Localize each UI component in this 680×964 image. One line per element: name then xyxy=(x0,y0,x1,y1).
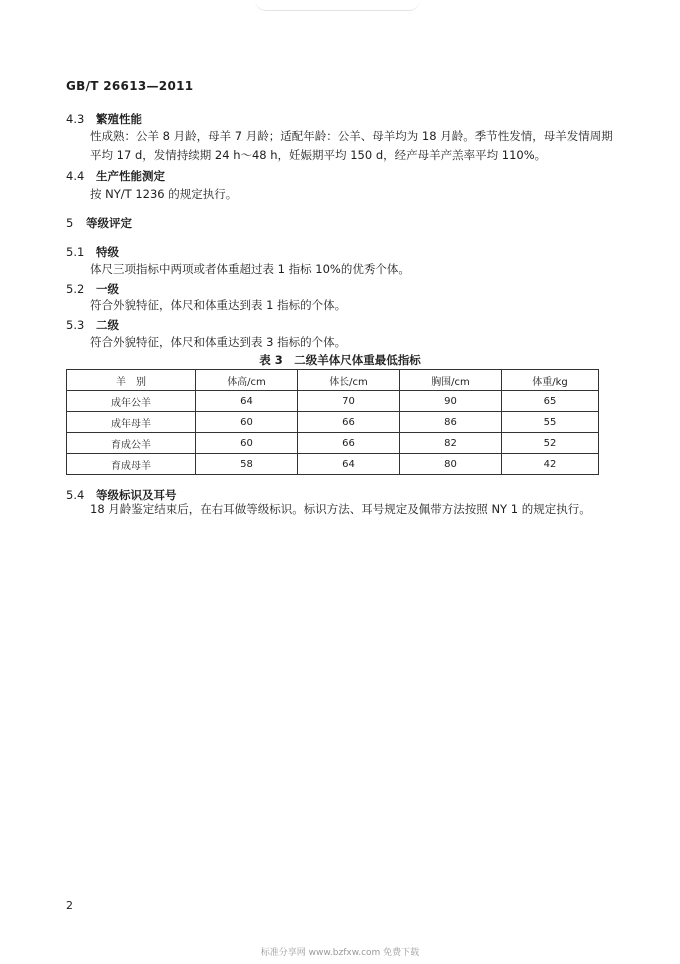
column-header: 体长/cm xyxy=(298,370,400,391)
section-heading-5-1 xyxy=(66,244,119,260)
scan-artifact xyxy=(255,0,420,11)
section-heading-4-4 xyxy=(66,168,165,184)
table-cell: 育成母羊 xyxy=(67,454,196,475)
column-header: 体高/cm xyxy=(196,370,298,391)
table-cell: 55 xyxy=(502,412,599,433)
section-number: 4.3 xyxy=(66,112,85,126)
table-cell: 64 xyxy=(298,454,400,475)
section-title: 繁殖性能 xyxy=(96,112,142,126)
column-header: 体重/kg xyxy=(502,370,599,391)
table-cell: 58 xyxy=(196,454,298,475)
section-number: 5.2 xyxy=(66,282,85,296)
table-cell: 66 xyxy=(298,412,400,433)
section-number: 4.4 xyxy=(66,169,85,183)
table-cell: 82 xyxy=(400,433,502,454)
table-cell: 80 xyxy=(400,454,502,475)
table-cell: 65 xyxy=(502,391,599,412)
table-header-row xyxy=(67,370,599,391)
table-cell: 60 xyxy=(196,412,298,433)
section-title: 生产性能测定 xyxy=(96,169,165,183)
section-heading-5-2 xyxy=(66,281,119,297)
table-cell: 70 xyxy=(298,391,400,412)
section-number: 5 xyxy=(66,216,74,230)
footer-watermark: 标准分享网 www.bzfxw.com 免费下载 xyxy=(260,948,420,958)
paragraph-line: 18 月龄鉴定结束后，在右耳做等级标识。标识方法、耳号规定及佩带方法按照 NY 1 的规定执行。 xyxy=(90,502,591,516)
paragraph-line: 符合外貌特征，体尺和体重达到表 1 指标的个体。 xyxy=(90,298,347,312)
section-body-4-4 xyxy=(90,185,237,204)
section-title: 特级 xyxy=(96,245,119,259)
standard-code: GB/T 26613—2011 xyxy=(66,79,194,93)
table-cell: 86 xyxy=(400,412,502,433)
section-number: 5.1 xyxy=(66,245,85,259)
section-body-5-4 xyxy=(90,500,591,519)
paragraph-line: 符合外貌特征，体尺和体重达到表 3 指标的个体。 xyxy=(90,335,347,349)
paragraph-line: 性成熟：公羊 8 月龄，母羊 7 月龄；适配年龄：公羊、母羊均为 18 月龄。季节性发情，母羊发情周期 xyxy=(90,129,613,143)
section-body-5-1 xyxy=(90,260,410,279)
section-body-5-3 xyxy=(90,333,346,352)
table-row xyxy=(67,391,599,412)
table-cell: 60 xyxy=(196,433,298,454)
paragraph-line: 平均 17 d，发情持续期 24 h～48 h，妊娠期平均 150 d，经产母羊产羔率平均 110%。 xyxy=(90,148,547,162)
table-row xyxy=(67,412,599,433)
section-title: 二级 xyxy=(96,318,119,332)
table-cell: 育成公羊 xyxy=(67,433,196,454)
page-number: 2 xyxy=(66,899,73,912)
table-cell: 64 xyxy=(196,391,298,412)
section-title: 一级 xyxy=(96,282,119,296)
table-row xyxy=(67,433,599,454)
table-cell: 90 xyxy=(400,391,502,412)
table-caption: 表 3 二级羊体尺体重最低指标 xyxy=(259,353,421,367)
section-title: 等级标识及耳号 xyxy=(96,488,177,502)
section-number: 5.4 xyxy=(66,488,85,502)
section-body-4-3 xyxy=(90,127,613,165)
table-cell: 42 xyxy=(502,454,599,475)
section-number: 5.3 xyxy=(66,318,85,332)
section-heading-4-3 xyxy=(66,111,142,127)
section-heading-5-3 xyxy=(66,317,119,333)
table-cell: 52 xyxy=(502,433,599,454)
table-cell: 成年母羊 xyxy=(67,412,196,433)
table-cell: 66 xyxy=(298,433,400,454)
column-header: 羊 别 xyxy=(67,370,196,391)
paragraph-line: 按 NY/T 1236 的规定执行。 xyxy=(90,187,238,201)
grade-two-table xyxy=(66,369,599,475)
paragraph-line: 体尺三项指标中两项或者体重超过表 1 指标 10%的优秀个体。 xyxy=(90,262,410,276)
section-body-5-2 xyxy=(90,296,346,315)
section-title: 等级评定 xyxy=(86,216,132,230)
table-row xyxy=(67,454,599,475)
column-header: 胸围/cm xyxy=(400,370,502,391)
table-cell: 成年公羊 xyxy=(67,391,196,412)
section-heading-5 xyxy=(66,215,132,231)
